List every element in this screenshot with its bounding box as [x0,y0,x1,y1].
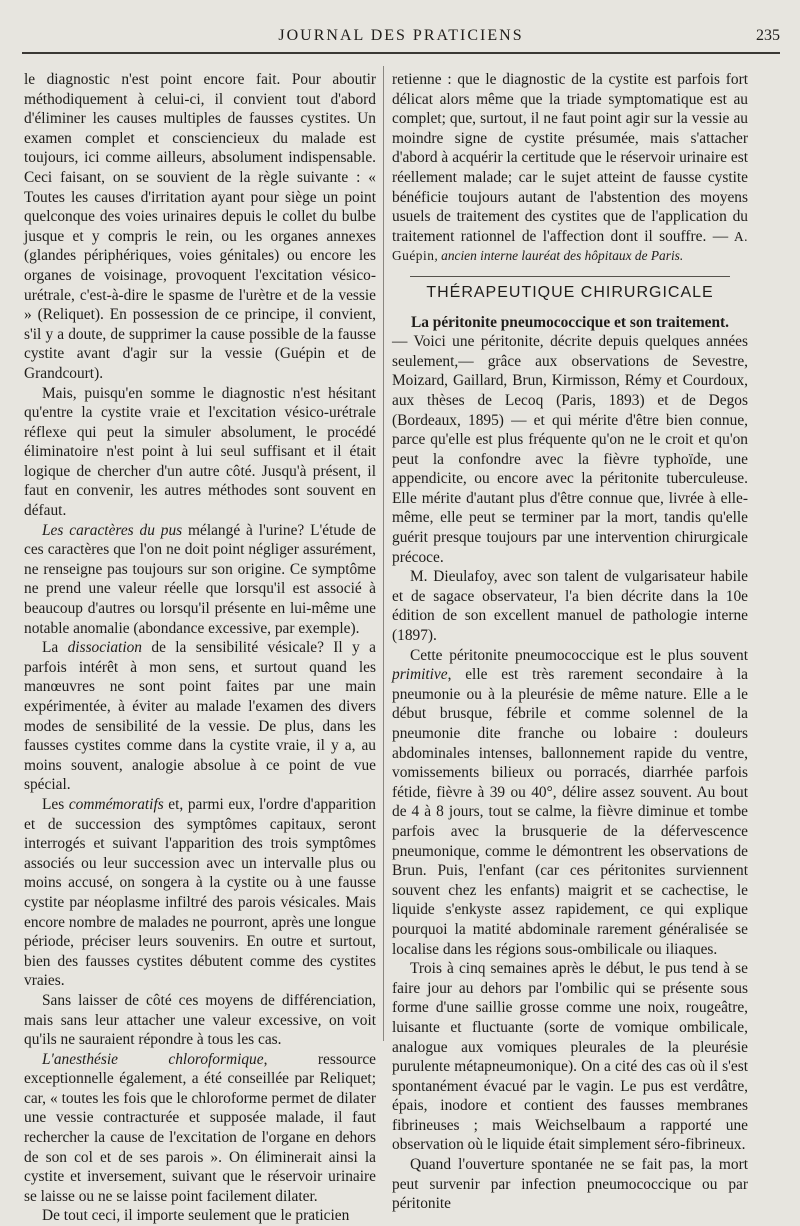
left-column [24,70,376,1225]
page-header [22,22,780,54]
article-title: La péritonite pneumococcique et son traitement. [410,313,730,331]
emphasis: dissociation [67,639,142,657]
paragraph: Les commémoratifs et, parmi eux, l'ordre d'apparition et de succession des symptômes capitaux, seront interrogés et suivant l'apparition des trois symptômes associés ou leur succession avec un intervalle plus ou moins accusé, on songera à la cystite ou à une fausse cystite par néoplasme infiltré des parois vésicales. Mais encore nombre de malades ne pourront, après une longue période, préciser leurs souvenirs. En outre et surtout, bien des fausses cystites débutent comme des cystites vraies. [24,795,376,990]
page-number: 235 [756,27,780,44]
emphasis: commémoratifs [68,795,164,813]
paragraph: Mais, puisqu'en somme le diagnostic n'est hésitant qu'entre la cystite vraie et l'excitation vésico-urétrale réflexe qui peut la simuler absolument, le procédé éliminatoire n'est point à lui seul suffisant et il était logique de chercher d'un autre côté. Jusqu'à présent, il faut en convenir, les autres méthodes sont souvent en défaut. [24,384,376,520]
paragraph: Sans laisser de côté ces moyens de différenciation, mais sans leur attacher une valeur excessive, on voit qu'ils ne sauraient répondre à tous les cas. [24,991,376,1049]
paragraph: M. Dieulafoy, avec son talent de vulgarisateur habile et de sagace observateur, l'a bien décrite dans la 10e édition de son excellent manuel de pathologie interne (1897). [392,568,748,645]
emphasis: primitive [392,666,448,684]
paragraph: L'anesthésie chloroformique, ressource exceptionnelle également, a été conseillée par Reliquet; car, « toutes les fois que le chloroforme permet de dilater une vessie contracturée et supposée malade, il faut rechercher la cause de l'excitation de l'organe en dehors de son col et de ses parois ». On éliminerait ainsi la cystite et inversement, suivant que le réservoir urinaire se laisse ou ne se laisse point facilement dilater. [24,1050,376,1205]
emphasis: L'anesthésie chloroformique [42,1050,264,1068]
signature: A. Guépin, ancien interne lauréat des hôpitaux de Paris. [392,228,748,264]
emphasis: Les caractères du pus [42,521,183,539]
column-divider [383,66,384,1041]
paragraph: Les caractères du pus mélangé à l'urine? L'étude de ces caractères que l'on ne doit point négliger assurément, ne renseigne pas toujours sur son origine. Ce symptôme ne prend une valeur réelle que lorsqu'il est associé à beaucoup d'autres ou lorsqu'il présente en lui-même une notable anomalie (abondance excessive, par exemple). [24,521,376,637]
right-column [392,70,748,1213]
section-title: THÉRAPEUTIQUE CHIRURGICALE [426,283,714,301]
paragraph: Quand l'ouverture spontanée ne se fait pas, la mort peut survenir par infection pneumococcique ou par péritonite [392,1156,748,1213]
paragraph: retienne : que le diagnostic de la cystite est parfois fort délicat alors même que la triade symptomatique est au complet; que, surtout, il ne faut point agir sur la vessie au moindre signe de cystite présumée, mais s'attacher d'abord à acquérir la certitude que le réservoir urinaire est réellement malade; car le sujet atteint de fausse cystite bénéficie toujours autant de l'abstention des moyens usuels de traitement des cystites que de l'application du traitement rationnel de l'affection dont il souffre. — A. Guépin, ancien interne lauréat des hôpitaux de Paris. [392,71,748,264]
paragraph: le diagnostic n'est point encore fait. Pour aboutir méthodiquement à celui-ci, il convient tout d'abord d'éliminer les causes multiples de fausses cystites. Un examen complet et consciencieux du malade est toujours, ici comme ailleurs, absolument indispensable. Ceci faisant, on se souvient de la règle suivante : « Toutes les causes d'irritation ayant pour siège un point quelconque des voies urinaires depuis le collet du bulbe jusque et y compris le rein, ou les organes annexes (glandes périphériques, voies génitales) ou encore les organes de voisinage, provoquent l'excitation vésico-urétrale, c'est-à-dire le spasme de l'urètre et de la vessie » (Reliquet). En possession de ce principe, il convient, s'il y a doute, de supprimer la cause possible de la fausse cystite avant d'agir sur la vessie (Guépin et de Grandcourt). [24,71,376,382]
paragraph: La dissociation de la sensibilité vésicale? Il y a parfois intérêt à mon sens, et surtout quand les manœuvres ne sont point faites par une main expérimentée, à éviter au malade l'examen des divers modes de sensibilité de la vessie. De plus, dans les fausses cystites comme dans la cystite vraie, il y a, au moins souvent, analogie absolue à ce point de vue spécial. [24,639,376,794]
paragraph: De tout ceci, il importe seulement que le praticien [42,1207,350,1225]
paragraph: — Voici une péritonite, décrite depuis quelques années seulement,— grâce aux observations de Sevestre, Moizard, Gaillard, Brun, Kirmisson, Rémy et Courdoux, aux thèses de Lecoq (Paris, 1893) et de Degos (Bordeaux, 1895) — et qui mérite d'être bien connue, parce qu'elle est plus fréquente qu'on ne le croit et qu'on peut la confondre avec la fièvre typhoïde, une appendicite, ou encore avec la péritonite tuberculeuse. Elle mérite d'autant plus d'être connue que, livrée à elle-même, elle peut se terminer par la mort, tandis qu'elle guérit presque toujours par une intervention chirurgicale précoce. [392,333,748,566]
journal-title: JOURNAL DES PRATICIENS [278,27,524,44]
section-rule [410,276,730,277]
paragraph: Cette péritonite pneumococcique est le plus souvent primitive, elle est très rarement secondaire à la pneumonie ou à la pleurésie de même nature. Elle a le début brusque, fébrile et comme solennel de la pneumonie dite franche ou lobaire : douleurs abdominales intenses, ballonnement rapide du ventre, vomissements bilieux ou porracés, diarrhée parfois fétide, fièvre à 39 ou 40°, délire assez souvent. Au bout de 4 à 8 jours, tout se calme, la fièvre diminue et tombe parfois avec la brusquerie de la défervescence pneumonique, comme le démontrent les observations de Brun. Puis, l'enfant (car ces péritonites surviennent souvent chez les enfants) maigrit et se cachectise, le liquide s'enkyste assez rapidement, ce qui explique pourquoi la matité abdominale rarement généralisée se localise dans les régions sous-ombilicale ou iliaques. [392,646,748,958]
paragraph: Trois à cinq semaines après le début, le pus tend à se faire jour au dehors par l'ombilic qui se présente sous forme d'une saillie grosse comme une noix, rougeâtre, luisante et fluctuante (sorte de vomique ombilicale, analogue aux vomiques pleurales de la pleurésie purulente métapneumonique). On a cité des cas où il s'est spontanément évacué par le vagin. Le pus est verdâtre, épais, inodore et contient des fausses membranes fibrineuses ; mais Weichselbaum a rapporté une observation où le liquide était simplement séro-fibrineux. [392,960,748,1154]
